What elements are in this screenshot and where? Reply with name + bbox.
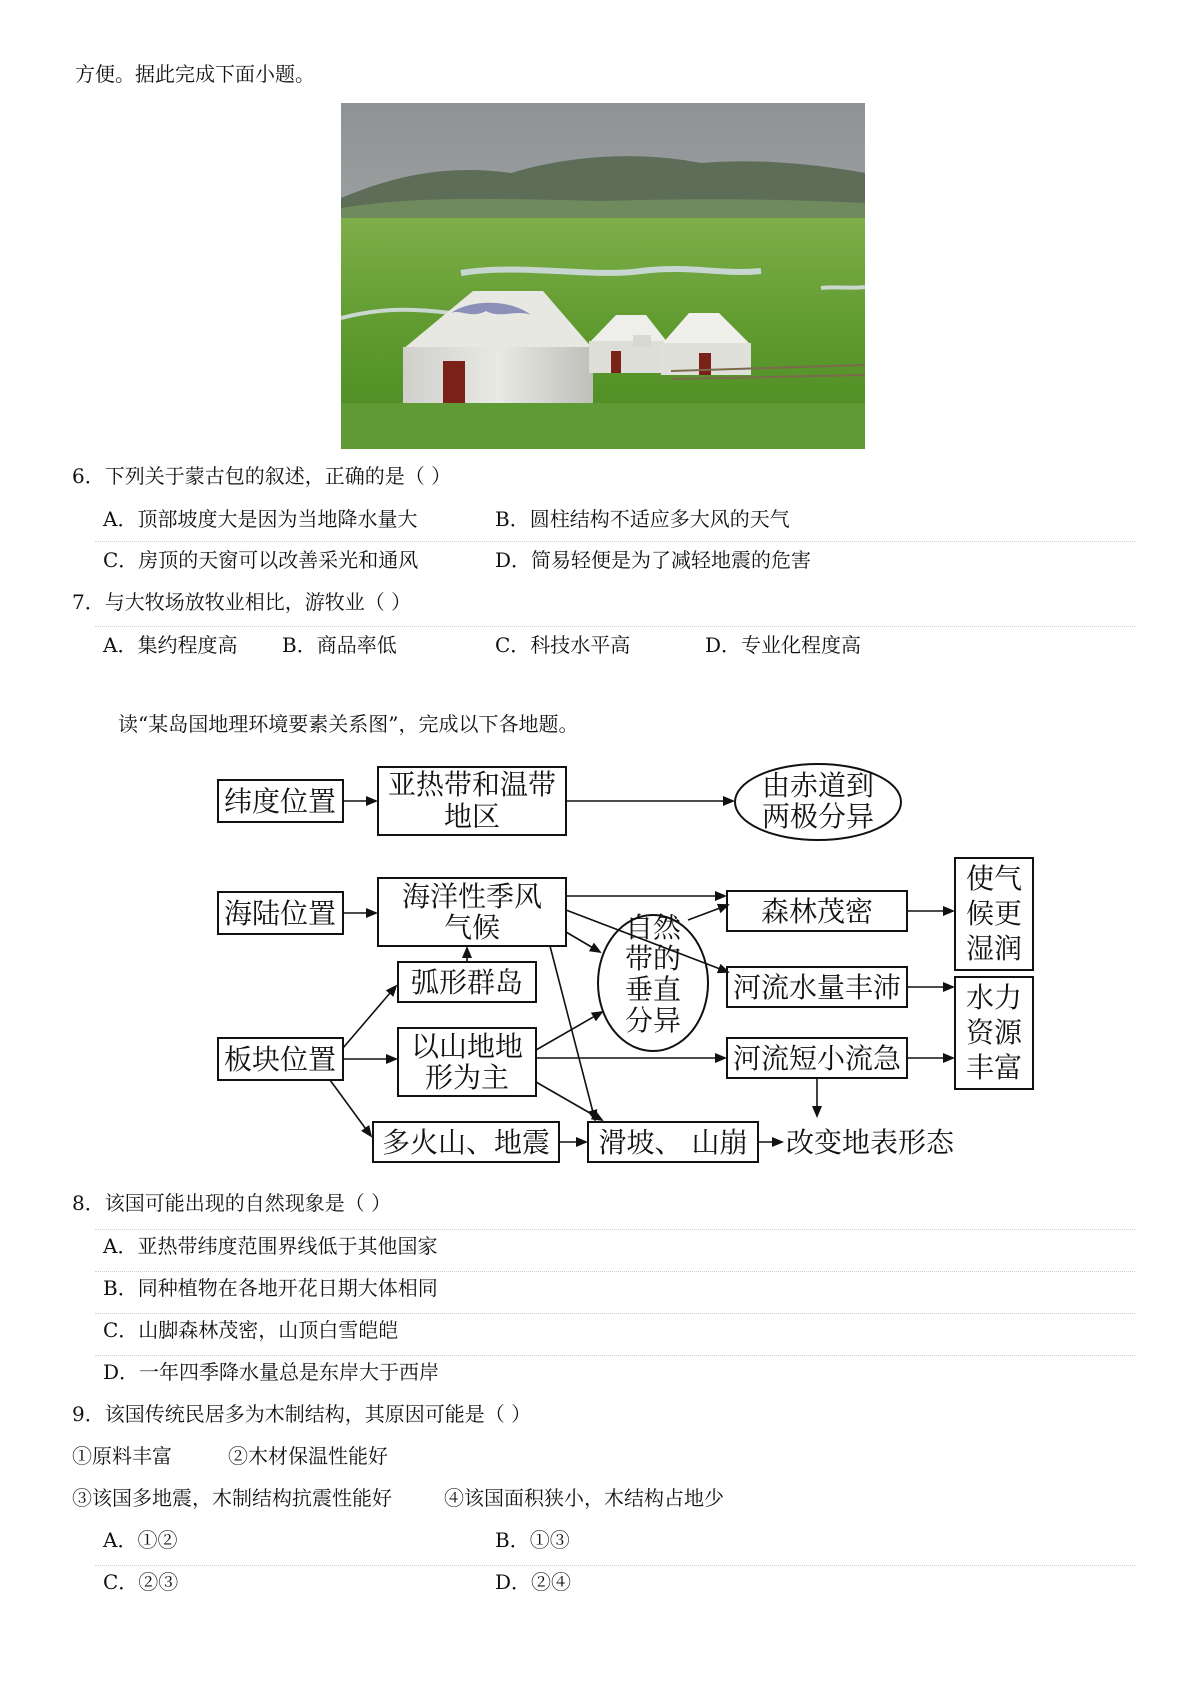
dotted-divider (95, 1565, 1135, 1566)
q7-option-c[interactable]: C．科技水平高 (495, 633, 631, 657)
label-mountain-1: 以山地地 (410, 1030, 524, 1063)
q7-option-d[interactable]: D．专业化程度高 (705, 633, 862, 657)
label-natural-zone-2: 带的 (624, 942, 682, 975)
label-river-short: 河流短小流急 (732, 1042, 902, 1075)
q6-stem: 6．下列关于蒙古包的叙述，正确的是（ ） (72, 464, 452, 488)
label-plate: 板块位置 (223, 1043, 337, 1076)
diagram-intro: 读“某岛国地理环境要素关系图”，完成以下各地题。 (118, 712, 579, 736)
q7-stem: 7．与大牧场放牧业相比，游牧业（ ） (72, 590, 412, 614)
label-surface: 改变地表形态 (786, 1126, 955, 1159)
yurt-grassland-photo (341, 103, 865, 449)
dotted-divider (95, 1229, 1135, 1230)
label-natural-zone-4: 分异 (624, 1004, 682, 1037)
label-forest: 森林茂密 (760, 895, 874, 928)
q9-option-a[interactable]: A．①② (103, 1528, 178, 1552)
q9-option-c[interactable]: C．②③ (103, 1570, 179, 1594)
q7-option-a[interactable]: A．集约程度高 (103, 633, 238, 657)
q7-option-b[interactable]: B．商品率低 (282, 633, 397, 657)
dotted-divider (95, 626, 1135, 627)
label-monsoon-1: 海洋性季风 (401, 880, 543, 913)
intro-text: 方便。据此完成下面小题。 (75, 62, 315, 86)
label-subtropical-1: 亚热带和温带 (387, 768, 557, 801)
label-hydro-1: 水力 (965, 981, 1023, 1014)
label-humid-2: 候更 (965, 897, 1023, 930)
q9-option-d[interactable]: D．②④ (495, 1570, 572, 1594)
q6-option-a[interactable]: A．顶部坡度大是因为当地降水量大 (103, 507, 418, 531)
q6-option-b[interactable]: B．圆柱结构不适应多大风的天气 (495, 507, 790, 531)
label-natural-zone-1: 自然 (624, 911, 682, 944)
label-natural-zone-3: 垂直 (624, 973, 682, 1006)
q9-option-b[interactable]: B．①③ (495, 1528, 570, 1552)
label-hydro-3: 丰富 (965, 1051, 1023, 1084)
island-country-relationship-diagram (210, 760, 1050, 1165)
label-equator-2: 两极分异 (761, 800, 875, 833)
label-landslide: 滑坡、 山崩 (598, 1126, 748, 1159)
q8-option-d[interactable]: D．一年四季降水量总是东岸大于西岸 (103, 1360, 440, 1384)
label-humid-1: 使气 (965, 862, 1023, 895)
label-hydro-2: 资源 (965, 1016, 1023, 1049)
q9-stem: 9．该国传统民居多为木制结构，其原因可能是（ ） (72, 1402, 532, 1426)
label-mountain-2: 形为主 (424, 1061, 510, 1094)
q9-statement-3: ③该国多地震，木制结构抗震性能好 (72, 1486, 392, 1510)
label-sealand: 海陆位置 (223, 897, 337, 930)
q8-option-a[interactable]: A．亚热带纬度范围界线低于其他国家 (103, 1234, 438, 1258)
q8-stem: 8．该国可能出现的自然现象是（ ） (72, 1191, 392, 1215)
q9-statement-2: ②木材保温性能好 (228, 1444, 388, 1468)
label-humid-3: 湿润 (965, 932, 1023, 965)
label-volcano: 多火山、地震 (381, 1126, 551, 1159)
dotted-divider (95, 1271, 1135, 1272)
dotted-divider (95, 1355, 1135, 1356)
label-subtropical-2: 地区 (443, 800, 501, 833)
dotted-divider (95, 1313, 1135, 1314)
q6-option-d[interactable]: D．简易轻便是为了减轻地震的危害 (495, 548, 812, 572)
label-arc-islands: 弧形群岛 (410, 966, 524, 999)
q8-option-b[interactable]: B．同种植物在各地开花日期大体相同 (103, 1276, 438, 1300)
label-river-rich: 河流水量丰沛 (732, 971, 902, 1004)
label-monsoon-2: 气候 (443, 911, 501, 944)
q9-statement-4: ④该国面积狭小，木结构占地少 (444, 1486, 724, 1510)
q8-option-c[interactable]: C．山脚森林茂密，山顶白雪皑皑 (103, 1318, 399, 1342)
q9-statement-1: ①原料丰富 (72, 1444, 172, 1468)
label-equator-1: 由赤道到 (761, 769, 875, 802)
label-latitude: 纬度位置 (223, 785, 337, 818)
q6-option-c[interactable]: C．房顶的天窗可以改善采光和通风 (103, 548, 419, 572)
dotted-divider (95, 541, 1135, 542)
